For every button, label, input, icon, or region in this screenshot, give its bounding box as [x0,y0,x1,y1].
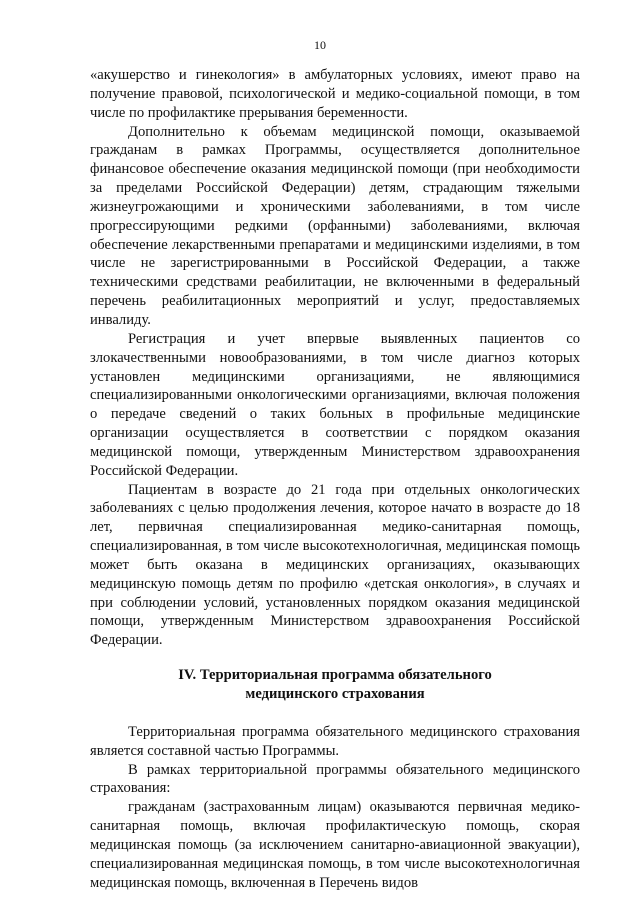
paragraph: гражданам (застрахованным лицам) оказываются первичная медико-санитарная помощь, включая профилактическую помощь, скорая медицинская помощь (за исключением санитарно-авиационной эвакуации), специализированная медицинская помощь, в том числе высокотехнологичная медицинская помощь, включенная в Перечень видов [90,799,580,891]
paragraph: Территориальная программа обязательного медицинского страхования является составной частью Программы. [90,723,580,759]
paragraph: Пациентам в возрасте до 21 года при отдельных онкологических заболеваниях с целью продолжения лечения, которое начато в возрасте до 18 лет, первичная специализированная медико-санитарная помощь, специализированная, в том числе высокотехнологичная, медицинская помощь может быть оказана в медицинских организациях, оказывающих медицинскую помощь детям по профилю «детская онкология», в случаях и при соблюдении условий, установленных порядком оказания медицинской помощи, утвержденным Министерством здравоохранения Российской Федерации. [90,481,580,649]
section-heading-line: медицинского страхования [245,686,425,702]
paragraph: В рамках территориальной программы обязательного медицинского страхования: [90,761,580,797]
paragraph: «акушерство и гинекология» в амбулаторных условиях, имеют право на получение правовой, психологической и медико-социальной помощи, в том числе по профилактике прерывания беременности. [90,67,580,121]
section-heading-line: IV. Территориальная программа обязательного [178,667,492,684]
document-body [90,66,580,892]
paragraph: Дополнительно к объемам медицинской помощи, оказываемой гражданам в рамках Программы, осуществляется дополнительное финансовое обеспечение оказания медицинской помощи (при необходимости за пределами Российской Федерации) детям, страдающим тяжелыми жизнеугрожающими и хроническими заболеваниями, в том числе прогрессирующими редкими (орфанными) заболеваниями, включая обеспечение лекарственными препаратами и медицинскими изделиями, в том числе не зарегистрированными в Российской Федерации, а также техническими средствами реабилитации, не включенными в федеральный перечень реабилитационных мероприятий и услуг, предоставляемых инвалиду. [90,123,580,328]
section-heading [90,666,580,704]
page-number: 10 [314,38,326,52]
paragraph: Регистрация и учет впервые выявленных пациентов со злокачественными новообразованиями, в том числе диагноз которых установлен медицинскими организациями, не являющимися специализированными онкологическими организациями, включая положения о передаче сведений о таких больных в профильные медицинские организации осуществляется в соответствии с порядком оказания медицинской помощи, утвержденным Министерством здравоохранения Российской Федерации. [90,330,580,479]
